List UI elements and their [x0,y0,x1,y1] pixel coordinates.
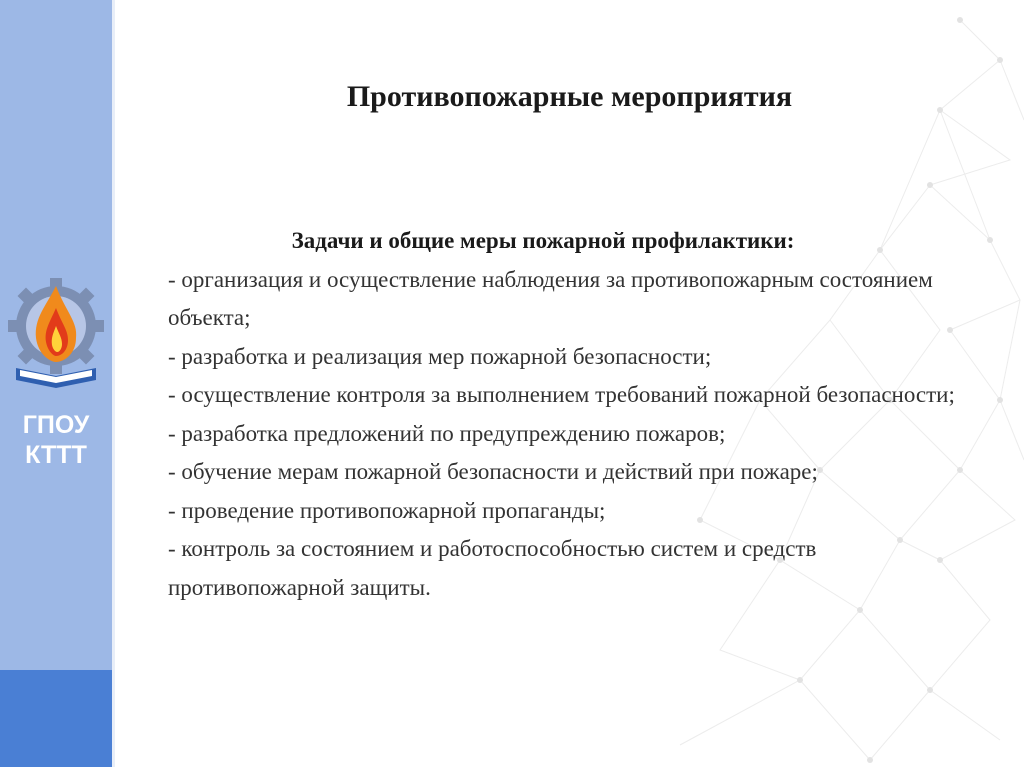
list-item: - организация и осуществление наблюдения за противопожарным состоянием объекта; [168,266,933,330]
list-item: - осуществление контроля за выполнением требований пожарной безопасности; [168,382,955,407]
college-emblem-icon [6,268,106,390]
list-item: - разработка предложений по предупреждению пожаров; [168,420,726,446]
list-item: - обучение мерам пожарной безопасности и действий при пожаре; [168,459,818,484]
org-line-2: КТТТ [25,441,87,469]
sidebar-edge [112,0,115,767]
organization-name [0,410,112,470]
list-item: - контроль за состоянием и работоспособностью систем и средств противопожарной защиты. [168,536,817,600]
list-item: - разработка и реализация мер пожарной безопасности; [168,343,712,369]
slide-content [168,222,958,607]
sidebar-bottom-band [0,670,112,767]
list-item: - проведение противопожарной пропаганды; [168,497,606,523]
slide-subtitle: Задачи и общие меры пожарной профилактики: [291,228,795,253]
slide-title: Противопожарные мероприятия [346,80,793,113]
org-line-1: ГПОУ [22,411,90,439]
